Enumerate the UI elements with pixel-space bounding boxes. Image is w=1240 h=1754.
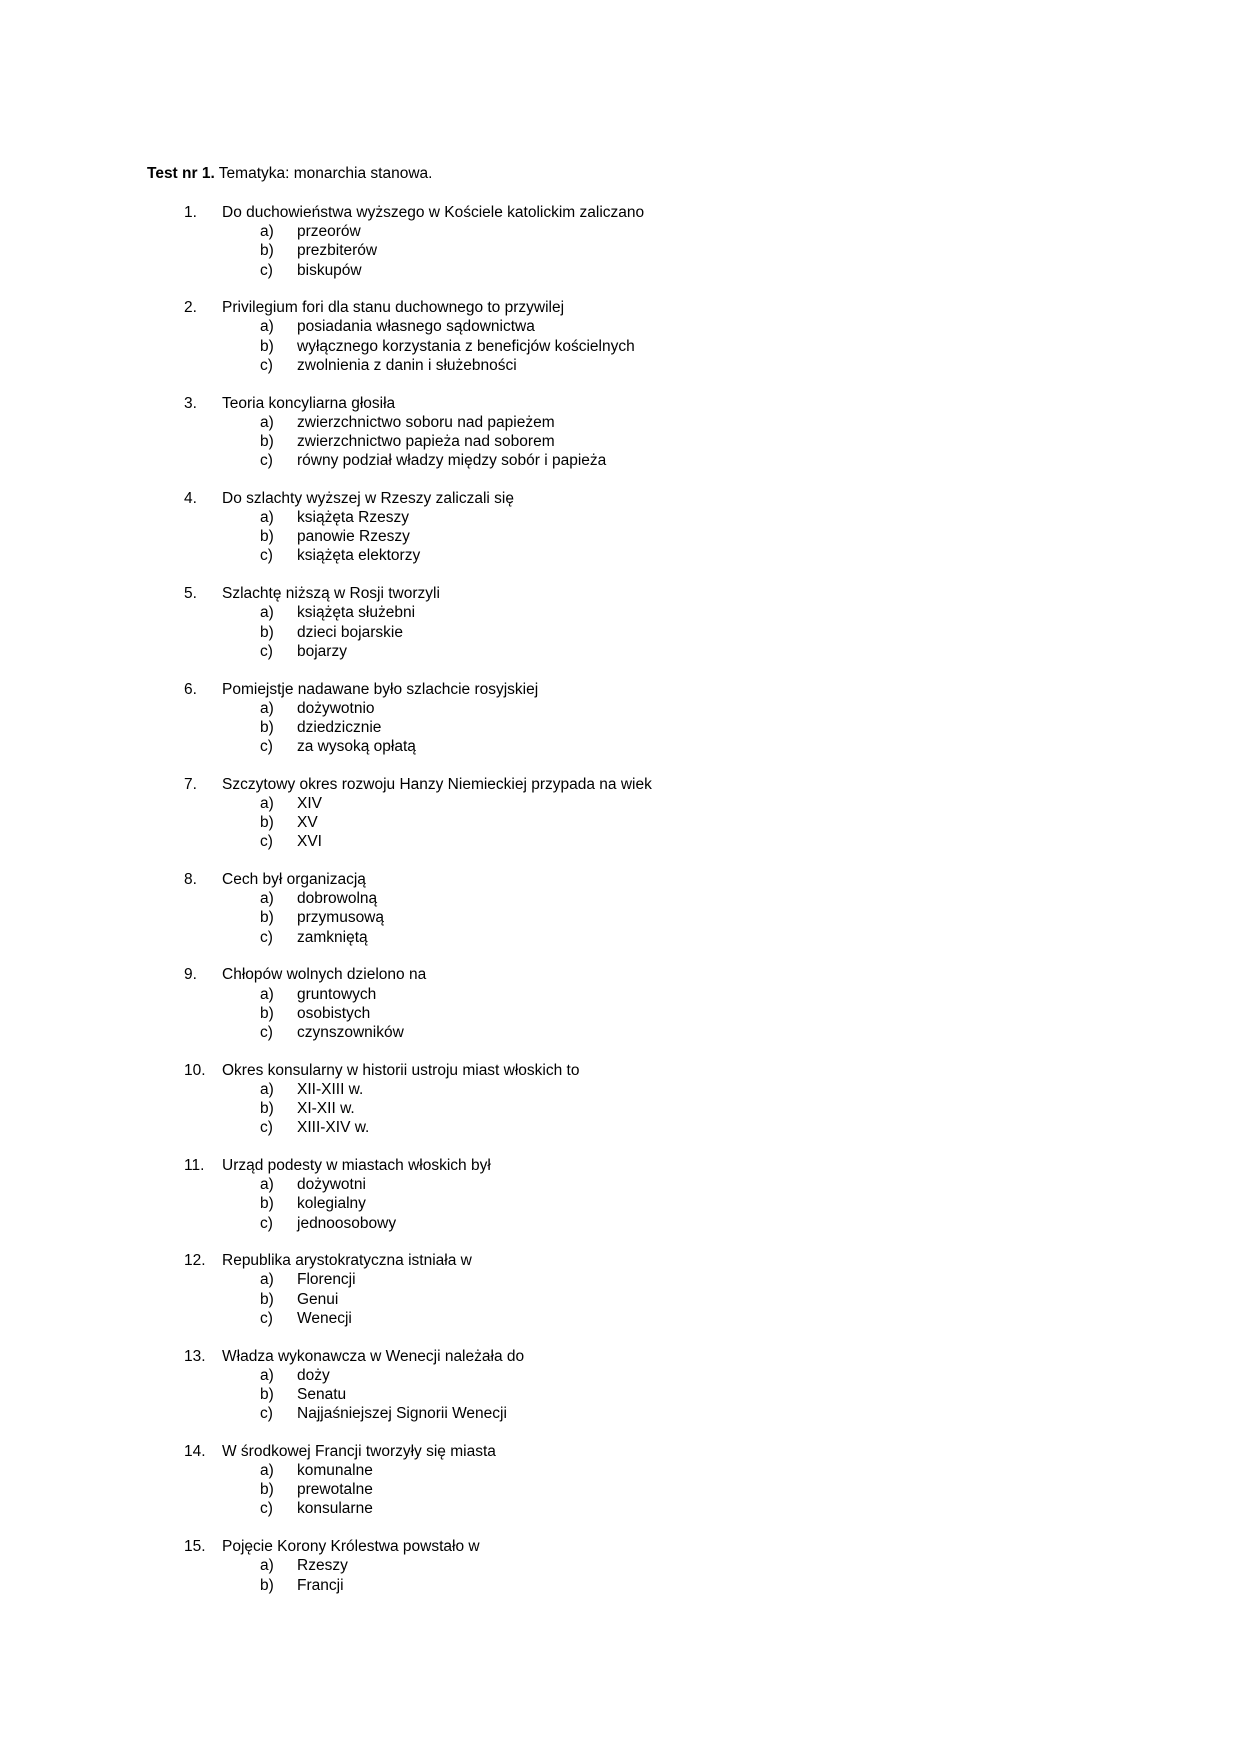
option-letter: c) (260, 1119, 273, 1137)
answer-option (147, 1480, 1147, 1499)
question-item (147, 394, 1147, 471)
answer-option (147, 1175, 1147, 1194)
question-line (147, 1061, 1147, 1080)
option-letter: a) (260, 794, 274, 812)
option-letter: b) (260, 1576, 274, 1594)
option-text: bojarzy (297, 642, 347, 660)
question-number: 13. (184, 1347, 206, 1365)
answer-option (147, 1290, 1147, 1309)
option-letter: c) (260, 642, 273, 660)
answer-option (147, 985, 1147, 1004)
question-text: Okres konsularny w historii ustroju miast włoskich to (222, 1061, 580, 1079)
option-text: przymusową (297, 909, 384, 927)
option-letter: a) (260, 413, 274, 431)
answer-option (147, 1004, 1147, 1023)
question-number: 6. (184, 680, 197, 698)
question-text: Cech był organizacją (222, 871, 366, 889)
option-letter: b) (260, 1481, 274, 1499)
question-line (147, 584, 1147, 603)
answer-option (147, 928, 1147, 947)
option-letter: c) (260, 928, 273, 946)
answer-option (147, 794, 1147, 813)
question-text: Urząd podesty w miastach włoskich był (222, 1157, 491, 1174)
option-text: wyłącznego korzystania z beneficjów kościelnych (297, 337, 635, 355)
option-text: książęta Rzeszy (297, 509, 409, 527)
option-letter: b) (260, 242, 274, 260)
question-item (147, 680, 1147, 757)
answer-option (147, 317, 1147, 336)
option-text: osobistych (297, 1004, 371, 1022)
question-text: Teoria koncyliarna głosiła (222, 394, 396, 412)
answer-option (147, 527, 1147, 546)
option-letter: c) (260, 833, 273, 851)
option-text: XI-XII w. (297, 1100, 355, 1118)
option-text: panowie Rzeszy (297, 528, 410, 546)
option-letter: a) (260, 509, 274, 527)
question-item (147, 1061, 1147, 1138)
option-letter: c) (260, 1309, 273, 1327)
question-item (147, 775, 1147, 852)
option-letter: a) (260, 1462, 274, 1480)
answer-option (147, 1194, 1147, 1213)
answer-option (147, 1023, 1147, 1042)
question-text: Do duchowieństwa wyższego w Kościele katolickim zaliczano (222, 204, 645, 221)
option-text: Francji (297, 1576, 344, 1594)
question-text: Republika arystokratyczna istniała w (222, 1252, 472, 1270)
test-title (147, 164, 432, 184)
option-letter: a) (260, 890, 274, 908)
question-line (147, 1537, 1147, 1556)
answer-option (147, 642, 1147, 661)
question-item (147, 965, 1147, 1042)
option-text: zamkniętą (297, 928, 368, 946)
question-item (147, 203, 1147, 280)
option-text: za wysoką opłatą (297, 738, 416, 756)
answer-option (147, 1080, 1147, 1099)
answer-option (147, 889, 1147, 908)
question-number: 14. (184, 1442, 206, 1460)
answer-option (147, 451, 1147, 470)
option-letter: c) (260, 547, 273, 565)
option-text: Rzeszy (297, 1557, 348, 1575)
question-line (147, 1251, 1147, 1270)
option-text: XVI (297, 833, 322, 851)
option-text: XIV (297, 794, 322, 812)
answer-option (147, 356, 1147, 375)
question-text: Do szlachty wyższej w Rzeszy zaliczali się (222, 489, 514, 507)
option-letter: b) (260, 528, 274, 546)
question-line (147, 775, 1147, 794)
question-line (147, 1347, 1147, 1366)
option-letter: c) (260, 356, 273, 374)
option-letter: b) (260, 814, 274, 832)
option-letter: b) (260, 1385, 274, 1403)
answer-option (147, 1099, 1147, 1118)
option-letter: b) (260, 432, 274, 450)
answer-option (147, 413, 1147, 432)
question-line (147, 870, 1147, 889)
question-text: Pomiejstje nadawane było szlachcie rosyjskiej (222, 680, 539, 698)
option-letter: a) (260, 1176, 274, 1194)
question-item (147, 1537, 1147, 1595)
option-text: konsularne (297, 1500, 373, 1518)
answer-option (147, 1366, 1147, 1385)
answer-option (147, 908, 1147, 927)
option-text: zwierzchnictwo soboru nad papieżem (297, 413, 555, 431)
option-text: dożywotnio (297, 699, 375, 717)
option-text: Genui (297, 1290, 339, 1308)
option-text: XII-XIII w. (297, 1080, 364, 1098)
answer-option (147, 1556, 1147, 1575)
option-text: dobrowolną (297, 890, 378, 908)
answer-option (147, 1214, 1147, 1233)
option-text: biskupów (297, 261, 362, 279)
question-text: W środkowej Francji tworzyły się miasta (222, 1442, 496, 1460)
option-letter: a) (260, 1366, 274, 1384)
option-letter: c) (260, 452, 273, 470)
question-line (147, 1442, 1147, 1461)
question-item (147, 1347, 1147, 1424)
option-letter: c) (260, 738, 273, 756)
option-letter: b) (260, 718, 274, 736)
option-text: czynszowników (297, 1023, 404, 1041)
question-number: 5. (184, 585, 197, 603)
answer-option (147, 508, 1147, 527)
option-letter: b) (260, 623, 274, 641)
option-text: dożywotni (297, 1176, 366, 1194)
option-text: dziedzicznie (297, 718, 382, 736)
option-letter: b) (260, 1290, 274, 1308)
question-number: 2. (184, 299, 197, 317)
answer-option (147, 432, 1147, 451)
option-text: Florencji (297, 1271, 356, 1289)
option-letter: c) (260, 1405, 273, 1423)
option-letter: a) (260, 985, 274, 1003)
question-number: 1. (184, 204, 197, 221)
answer-option (147, 261, 1147, 280)
answer-option (147, 1309, 1147, 1328)
option-letter: c) (260, 1214, 273, 1232)
question-line (147, 298, 1147, 317)
option-letter: b) (260, 1004, 274, 1022)
answer-option (147, 737, 1147, 756)
option-text: kolegialny (297, 1195, 366, 1213)
answer-option (147, 337, 1147, 356)
question-item (147, 1251, 1147, 1328)
option-letter: a) (260, 1557, 274, 1575)
question-text: Chłopów wolnych dzielono na (222, 966, 427, 984)
question-line (147, 1156, 1147, 1175)
option-letter: b) (260, 337, 274, 355)
option-text: zwolnienia z danin i służebności (297, 356, 517, 374)
option-letter: b) (260, 1195, 274, 1213)
question-number: 12. (184, 1252, 206, 1270)
option-text: zwierzchnictwo papieża nad soborem (297, 432, 555, 450)
question-text: Władza wykonawcza w Wenecji należała do (222, 1347, 525, 1365)
option-text: gruntowych (297, 985, 377, 1003)
answer-option (147, 832, 1147, 851)
option-text: prezbiterów (297, 242, 378, 260)
option-text: XIII-XIV w. (297, 1119, 370, 1137)
question-item (147, 584, 1147, 661)
answer-option (147, 623, 1147, 642)
question-text: Szlachtę niższą w Rosji tworzyli (222, 585, 440, 603)
answer-option (147, 699, 1147, 718)
test-title-bold: Test nr 1. (147, 165, 215, 182)
answer-option (147, 222, 1147, 241)
answer-option (147, 813, 1147, 832)
question-number: 10. (184, 1061, 206, 1079)
answer-option (147, 1118, 1147, 1137)
option-letter: c) (260, 261, 273, 279)
question-item (147, 870, 1147, 947)
option-letter: c) (260, 1500, 273, 1518)
question-text: Szczytowy okres rozwoju Hanzy Niemieckiej przypada na wiek (222, 775, 652, 793)
question-line (147, 680, 1147, 699)
test-title-topic: Tematyka: monarchia stanowa. (214, 165, 433, 182)
question-text: Pojęcie Korony Królestwa powstało w (222, 1538, 480, 1556)
question-number: 3. (184, 394, 197, 412)
option-text: Senatu (297, 1385, 347, 1403)
answer-option (147, 241, 1147, 260)
option-text: książęta elektorzy (297, 547, 421, 565)
question-number: 4. (184, 489, 197, 507)
question-number: 15. (184, 1538, 206, 1556)
option-text: jednoosobowy (297, 1214, 397, 1232)
option-letter: a) (260, 1080, 274, 1098)
option-text: komunalne (297, 1462, 373, 1480)
question-text: Privilegium fori dla stanu duchownego to przywilej (222, 299, 565, 317)
question-line (147, 489, 1147, 508)
question-item (147, 489, 1147, 566)
answer-option (147, 603, 1147, 622)
option-text: XV (297, 814, 318, 832)
answer-option (147, 1404, 1147, 1423)
option-letter: a) (260, 318, 274, 336)
option-text: książęta służebni (297, 604, 416, 622)
option-text: Najjaśniejszej Signorii Wenecji (297, 1405, 507, 1423)
question-number: 8. (184, 871, 197, 889)
answer-option (147, 1499, 1147, 1518)
option-text: równy podział władzy między sobór i papieża (297, 452, 607, 470)
option-letter: b) (260, 909, 274, 927)
question-number: 9. (184, 966, 197, 984)
question-line (147, 203, 1147, 222)
answer-option (147, 1385, 1147, 1404)
option-text: prewotalne (297, 1481, 373, 1499)
option-text: dzieci bojarskie (297, 623, 403, 641)
option-text: doży (297, 1366, 330, 1384)
answer-option (147, 546, 1147, 565)
question-line (147, 394, 1147, 413)
answer-option (147, 1461, 1147, 1480)
question-line (147, 965, 1147, 984)
question-item (147, 1442, 1147, 1519)
question-item (147, 298, 1147, 375)
answer-option (147, 1576, 1147, 1595)
question-number: 11. (184, 1157, 205, 1174)
option-letter: a) (260, 223, 274, 241)
question-number: 7. (184, 775, 197, 793)
option-letter: a) (260, 1271, 274, 1289)
answer-option (147, 1270, 1147, 1289)
option-letter: b) (260, 1100, 274, 1118)
option-letter: c) (260, 1023, 273, 1041)
option-letter: a) (260, 699, 274, 717)
option-text: przeorów (297, 223, 361, 241)
answer-option (147, 718, 1147, 737)
question-item (147, 1156, 1147, 1233)
option-letter: a) (260, 604, 274, 622)
option-text: Wenecji (297, 1309, 352, 1327)
option-text: posiadania własnego sądownictwa (297, 318, 535, 336)
